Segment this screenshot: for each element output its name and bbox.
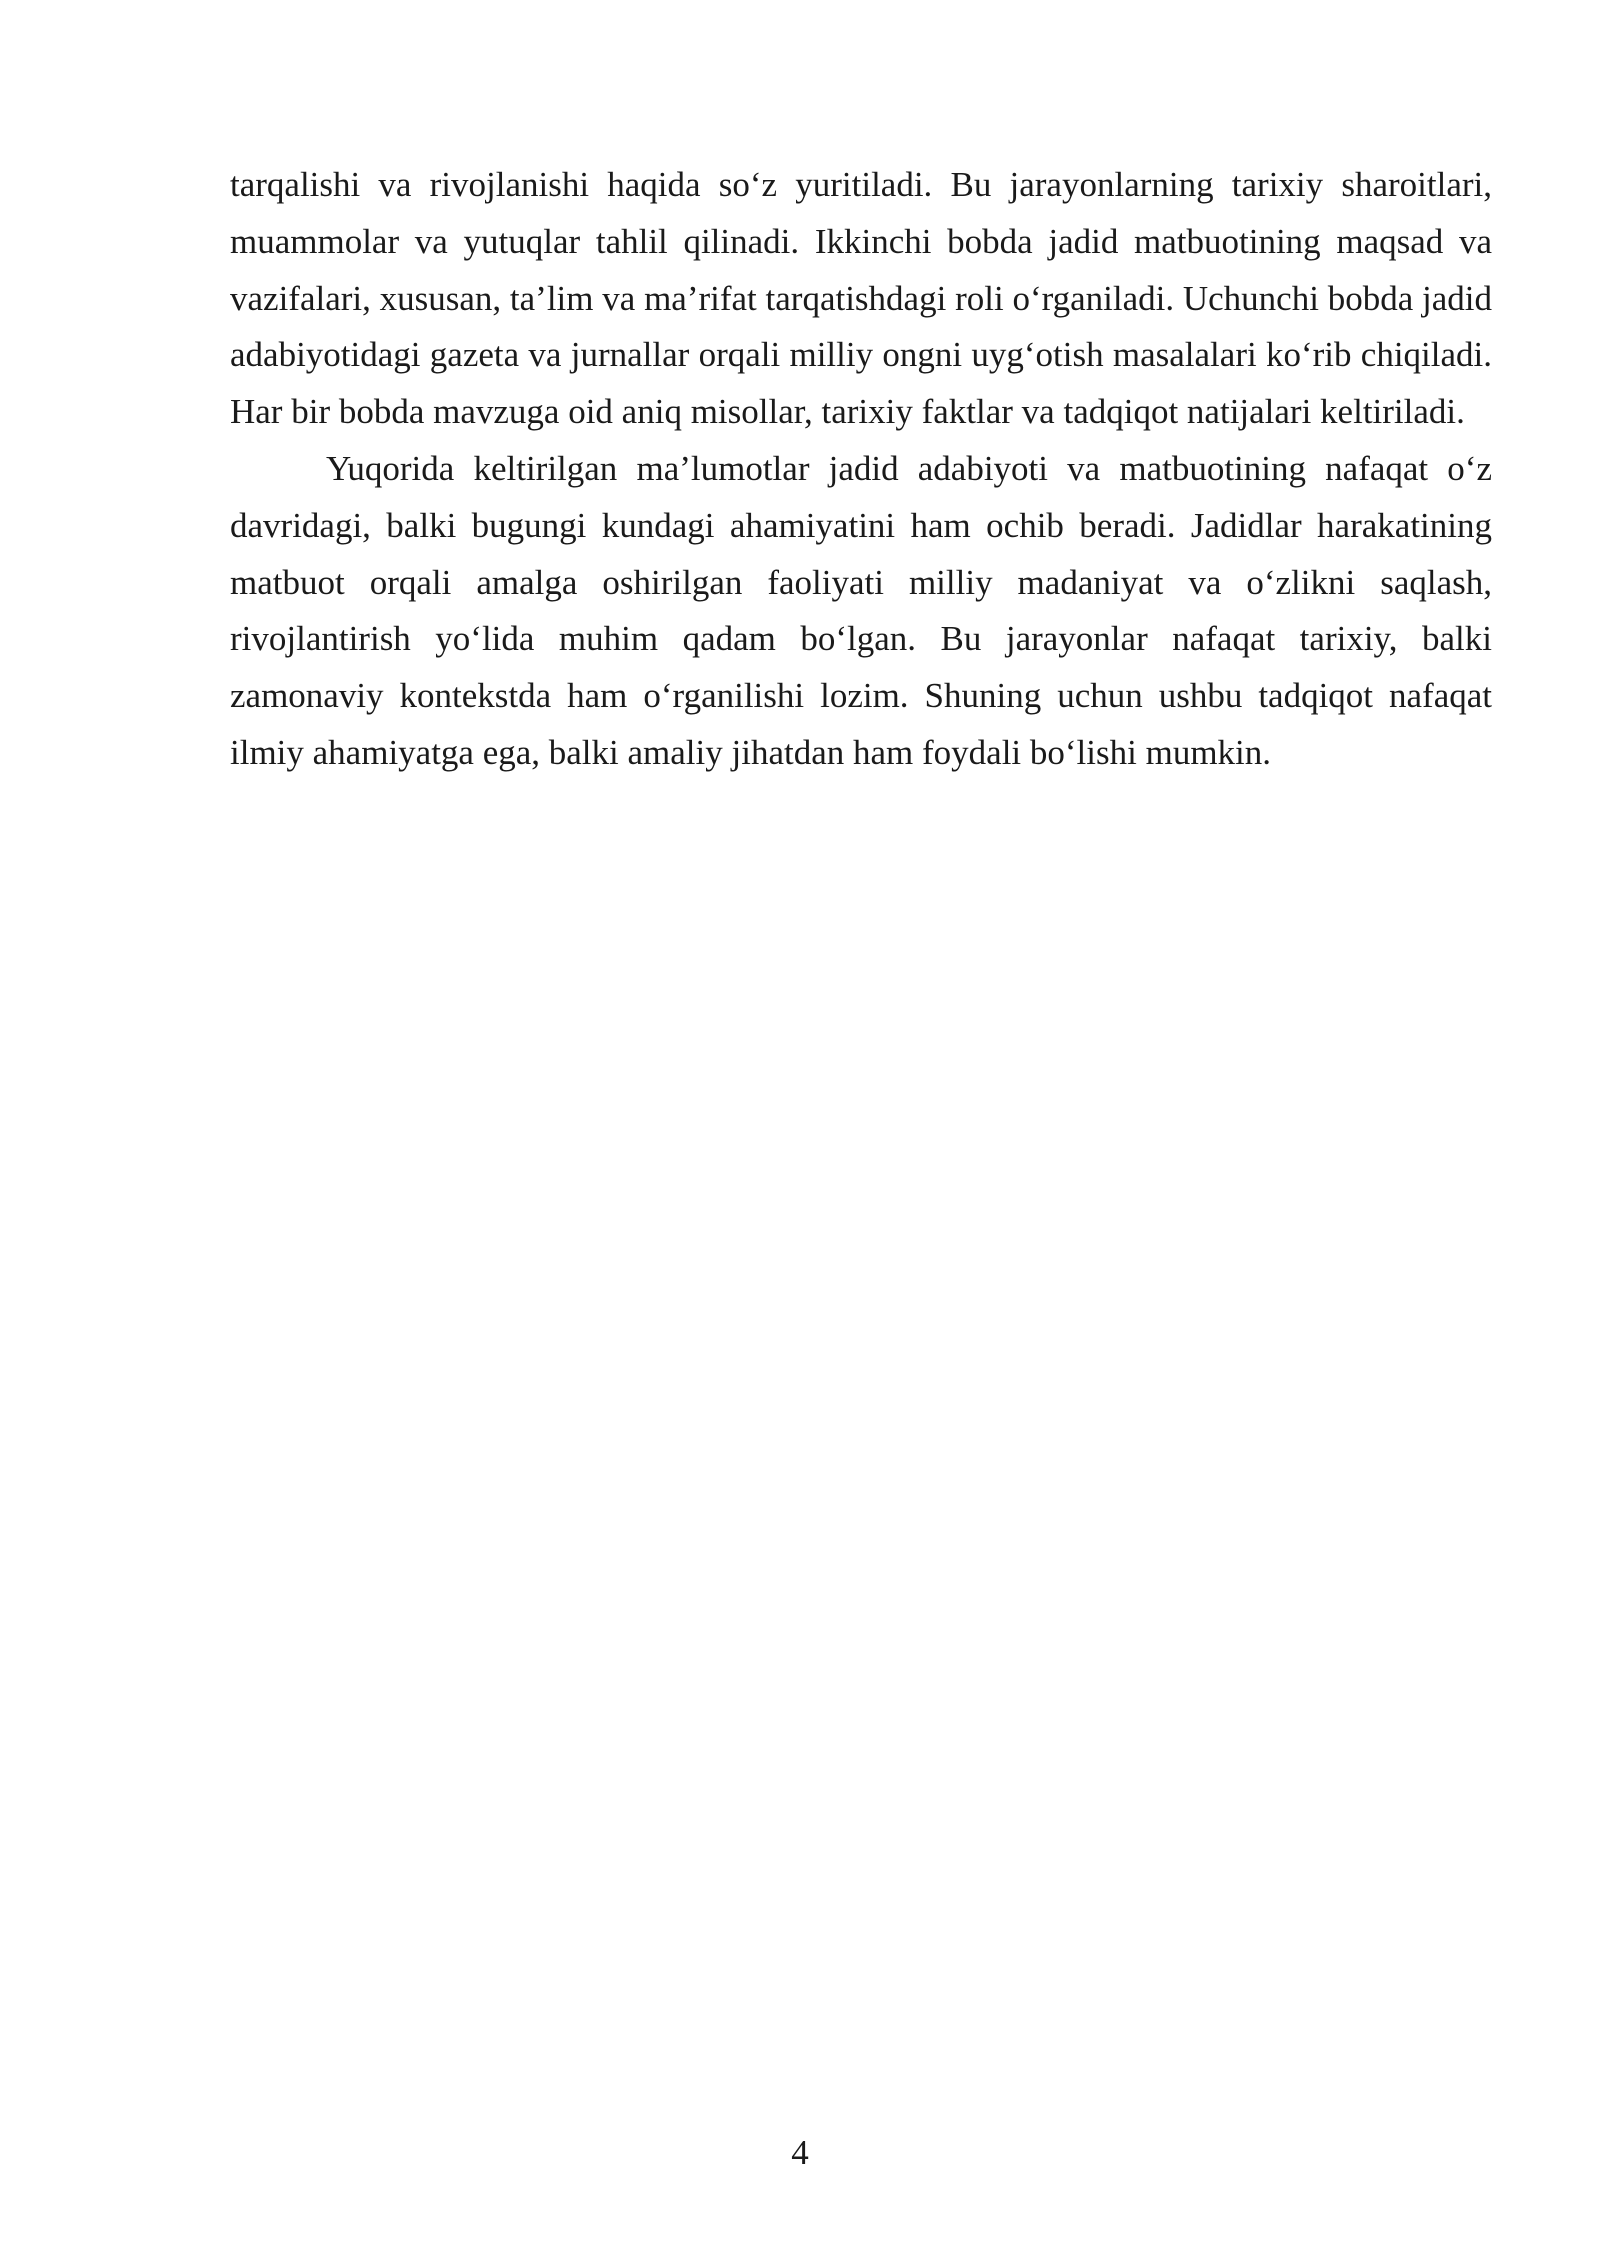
paragraph-continuation: tarqalishi va rivojlanishi haqida so‘z yuritiladi. Bu jarayonlarning tarixiy sharoitlari, muammolar va yutuqlar tahlil qilinadi. Ikkinchi bobda jadid matbuotining maqsad va vazifalari, xususan, ta’lim va ma’rifat tarqatishdagi roli o‘rganiladi. Uchunchi bobda jadid adabiyotidagi gazeta va jurnallar orqali milliy ongni uyg‘otish masalalari ko‘rib chiqiladi. Har bir bobda mavzuga oid aniq misollar, tarixiy faktlar va tadqiqot natijalari keltiriladi. <box>230 165 1492 432</box>
body-text <box>230 157 1492 782</box>
page-number: 4 <box>791 2133 809 2172</box>
paragraph-conclusion: Yuqorida keltirilgan ma’lumotlar jadid adabiyoti va matbuotining nafaqat o‘z davridagi, balki bugungi kundagi ahamiyatini ham ochib beradi. Jadidlar harakatining matbuot orqali amalga oshirilgan faoliyati milliy madaniyat va o‘zlikni saqlash, rivojlantirish yo‘lida muhim qadam bo‘lgan. Bu jarayonlar nafaqat tarixiy, balki zamonaviy kontekstda ham o‘rganilishi lozim. Shuning uchun ushbu tadqiqot nafaqat ilmiy ahamiyatga ega, balki amaliy jihatdan ham foydali bo‘lishi mumkin. <box>230 448 1492 772</box>
